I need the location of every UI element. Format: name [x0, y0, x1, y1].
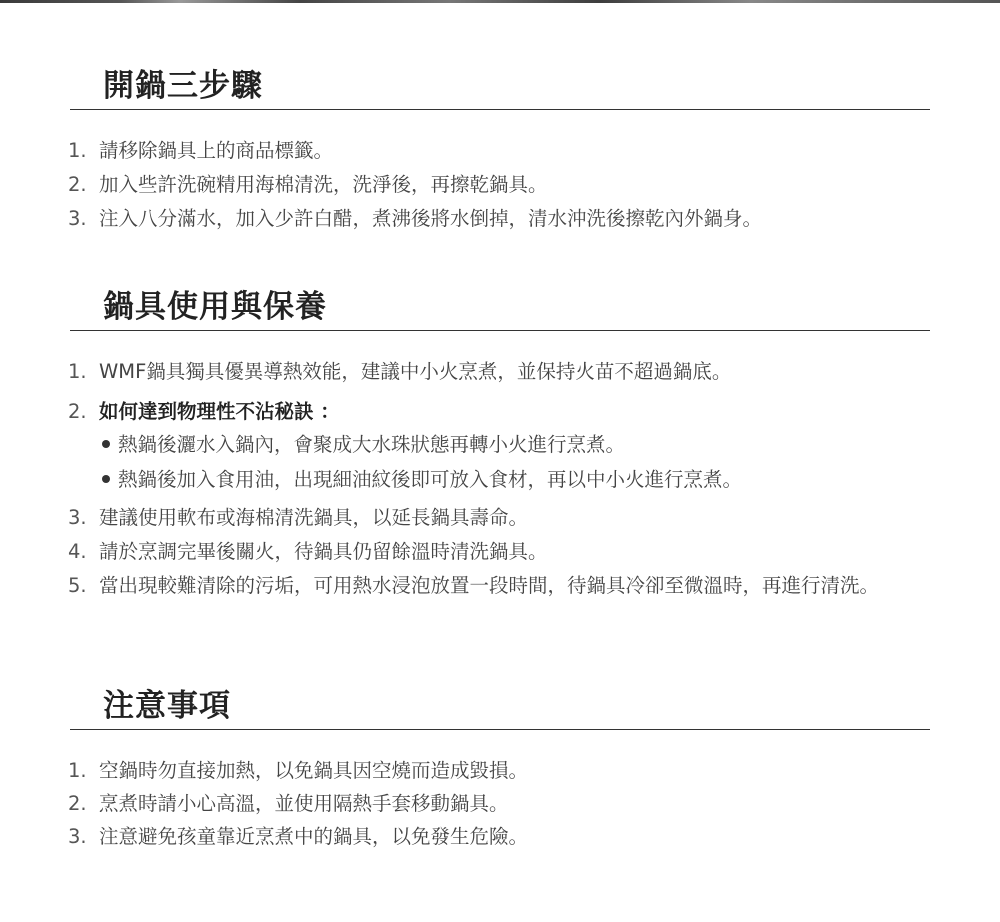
section-title: 開鍋三步驟: [103, 68, 263, 104]
list-number: 4.: [68, 540, 87, 563]
list-number: 3.: [68, 506, 87, 529]
bullet-dot-icon: [102, 440, 110, 448]
list-number: 2.: [68, 792, 87, 815]
list-number: 2.: [68, 400, 87, 423]
list-item: [68, 397, 948, 427]
list-number: 3.: [68, 207, 87, 230]
list-number: 5.: [68, 574, 87, 597]
section-title: 鍋具使用與保養: [103, 289, 327, 325]
bullet-item: [102, 430, 952, 460]
list-text: 請移除鍋具上的商品標籤。: [99, 139, 334, 162]
list-text: 注入八分滿水，加入少許白醋，煮沸後將水倒掉，清水沖洗後擦乾內外鍋身。: [99, 207, 763, 230]
section-divider: [70, 729, 930, 730]
section-divider: [70, 109, 930, 110]
top-image-edge: [0, 0, 1000, 3]
list-item: [68, 170, 948, 200]
list-item: [68, 789, 948, 819]
list-number: 2.: [68, 173, 87, 196]
list-item: [68, 571, 918, 601]
list-number: 1.: [68, 139, 87, 162]
list-text: 當出現較難清除的污垢，可用熱水浸泡放置一段時間，待鍋具冷卻至微溫時，再進行清洗。: [99, 574, 880, 597]
list-item: [68, 503, 948, 533]
list-text: WMF鍋具獨具優異導熱效能，建議中小火烹煮，並保持火苗不超過鍋底。: [99, 360, 732, 383]
bullet-text: 熱鍋後灑水入鍋內，會聚成大水珠狀態再轉小火進行烹煮。: [118, 433, 626, 456]
list-number: 1.: [68, 759, 87, 782]
list-text: 注意避免孩童靠近烹煮中的鍋具，以免發生危險。: [99, 825, 529, 848]
list-item: [68, 136, 948, 166]
list-text: 烹煮時請小心高溫，並使用隔熱手套移動鍋具。: [99, 792, 509, 815]
list-item: [68, 537, 948, 567]
list-text-heading: 如何達到物理性不沾秘訣 ：: [99, 400, 340, 423]
section-title: 注意事項: [103, 688, 231, 724]
bullet-text: 熱鍋後加入食用油，出現細油紋後即可放入食材，再以中小火進行烹煮。: [118, 468, 743, 491]
list-number: 3.: [68, 825, 87, 848]
list-text: 建議使用軟布或海棉清洗鍋具，以延長鍋具壽命。: [99, 506, 529, 529]
list-text: 請於烹調完畢後關火，待鍋具仍留餘溫時清洗鍋具。: [99, 540, 548, 563]
bullet-dot-icon: [102, 475, 110, 483]
list-text: 空鍋時勿直接加熱，以免鍋具因空燒而造成毀損。: [99, 759, 529, 782]
list-item: [68, 822, 948, 852]
bullet-item: [102, 465, 952, 495]
list-number: 1.: [68, 360, 87, 383]
section-divider: [70, 330, 930, 331]
list-item: [68, 204, 948, 234]
list-item: [68, 756, 948, 786]
list-item: [68, 357, 948, 387]
list-text: 加入些許洗碗精用海棉清洗，洗淨後，再擦乾鍋具。: [99, 173, 548, 196]
